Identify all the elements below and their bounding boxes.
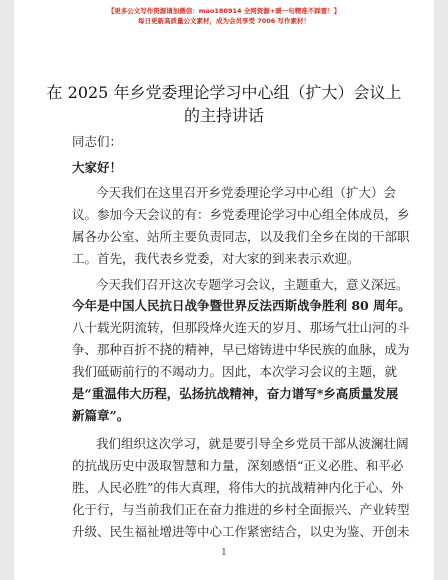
- paragraph-2-line: 今天我们召开这次专题学习会议，主题重大，意义深远。: [96, 277, 409, 292]
- paragraph-2-line: 是“重温伟大历程，弘扬抗战精神，奋力谱写*乡高质量发展: [72, 386, 399, 401]
- paragraph-2-line: 我们砥砺前行的不竭动力。因此，本次学习会议的主题，就: [72, 364, 398, 379]
- greeting: 同志们：: [72, 134, 123, 149]
- paragraph-3-line: 化于行，与当前我们正在奋力推进的乡村全面振兴、产业转型: [72, 502, 410, 517]
- paragraph-2-line: 争、那种百折不挠的精神，早已熔铸进中华民族的血脉，成为: [72, 342, 410, 357]
- promo-banner: [14, 6, 434, 26]
- paragraph-1-line: 属各办公室、站所主要负责同志，以及我们全乡在岗的干部职: [72, 229, 410, 244]
- banner-line-1: 【更多公文写作资源请加微信：mao180914 全网资源+暖一句精准不踩雷！】: [107, 7, 341, 15]
- hello-line: 大家好！: [72, 160, 123, 175]
- document-page: [14, 0, 434, 580]
- page-number: 1: [221, 548, 227, 558]
- paragraph-3-line: 胜、人民必胜”的伟大真理，将伟大的抗战精神内化于心、外: [72, 480, 404, 495]
- document-title-line-2: 的主持讲话: [183, 106, 264, 125]
- banner-line-2: 每日更新高质量公文素材，成为会员享受 7006 写作素材！: [137, 17, 311, 25]
- paragraph-1-line: 工。首先，我代表乡党委，对大家的到来表示欢迎。: [72, 251, 360, 266]
- paragraph-2-line: 新篇章”。: [72, 408, 130, 423]
- paragraph-2-line: 今年是中国人民抗日战争暨世界反法西斯战争胜利 80 周年。: [72, 298, 411, 313]
- document-title-line-1: 在 2025 年乡党委理论学习中心组（扩大）会议上: [46, 83, 402, 102]
- paragraph-3-line: 升级、民生福祉增进等中心工作紧密结合，以史为鉴、开创未: [72, 524, 410, 539]
- paragraph-3-line: 的抗战历史中汲取智慧和力量，深刻感悟“正义必胜、和平必: [72, 458, 404, 473]
- paragraph-1-line: 议。参加今天会议的有：乡党委理论学习中心组全体成员，乡: [72, 207, 410, 222]
- paragraph-3-line: 我们组织这次学习，就是要引导全乡党员干部从波澜壮阔: [96, 436, 409, 451]
- paragraph-2-line: 八十载光阴流转，但那段烽火连天的岁月、那场气壮山河的斗: [72, 320, 410, 335]
- paragraph-1-line: 今天我们在这里召开乡党委理论学习中心组（扩大）会: [96, 185, 397, 200]
